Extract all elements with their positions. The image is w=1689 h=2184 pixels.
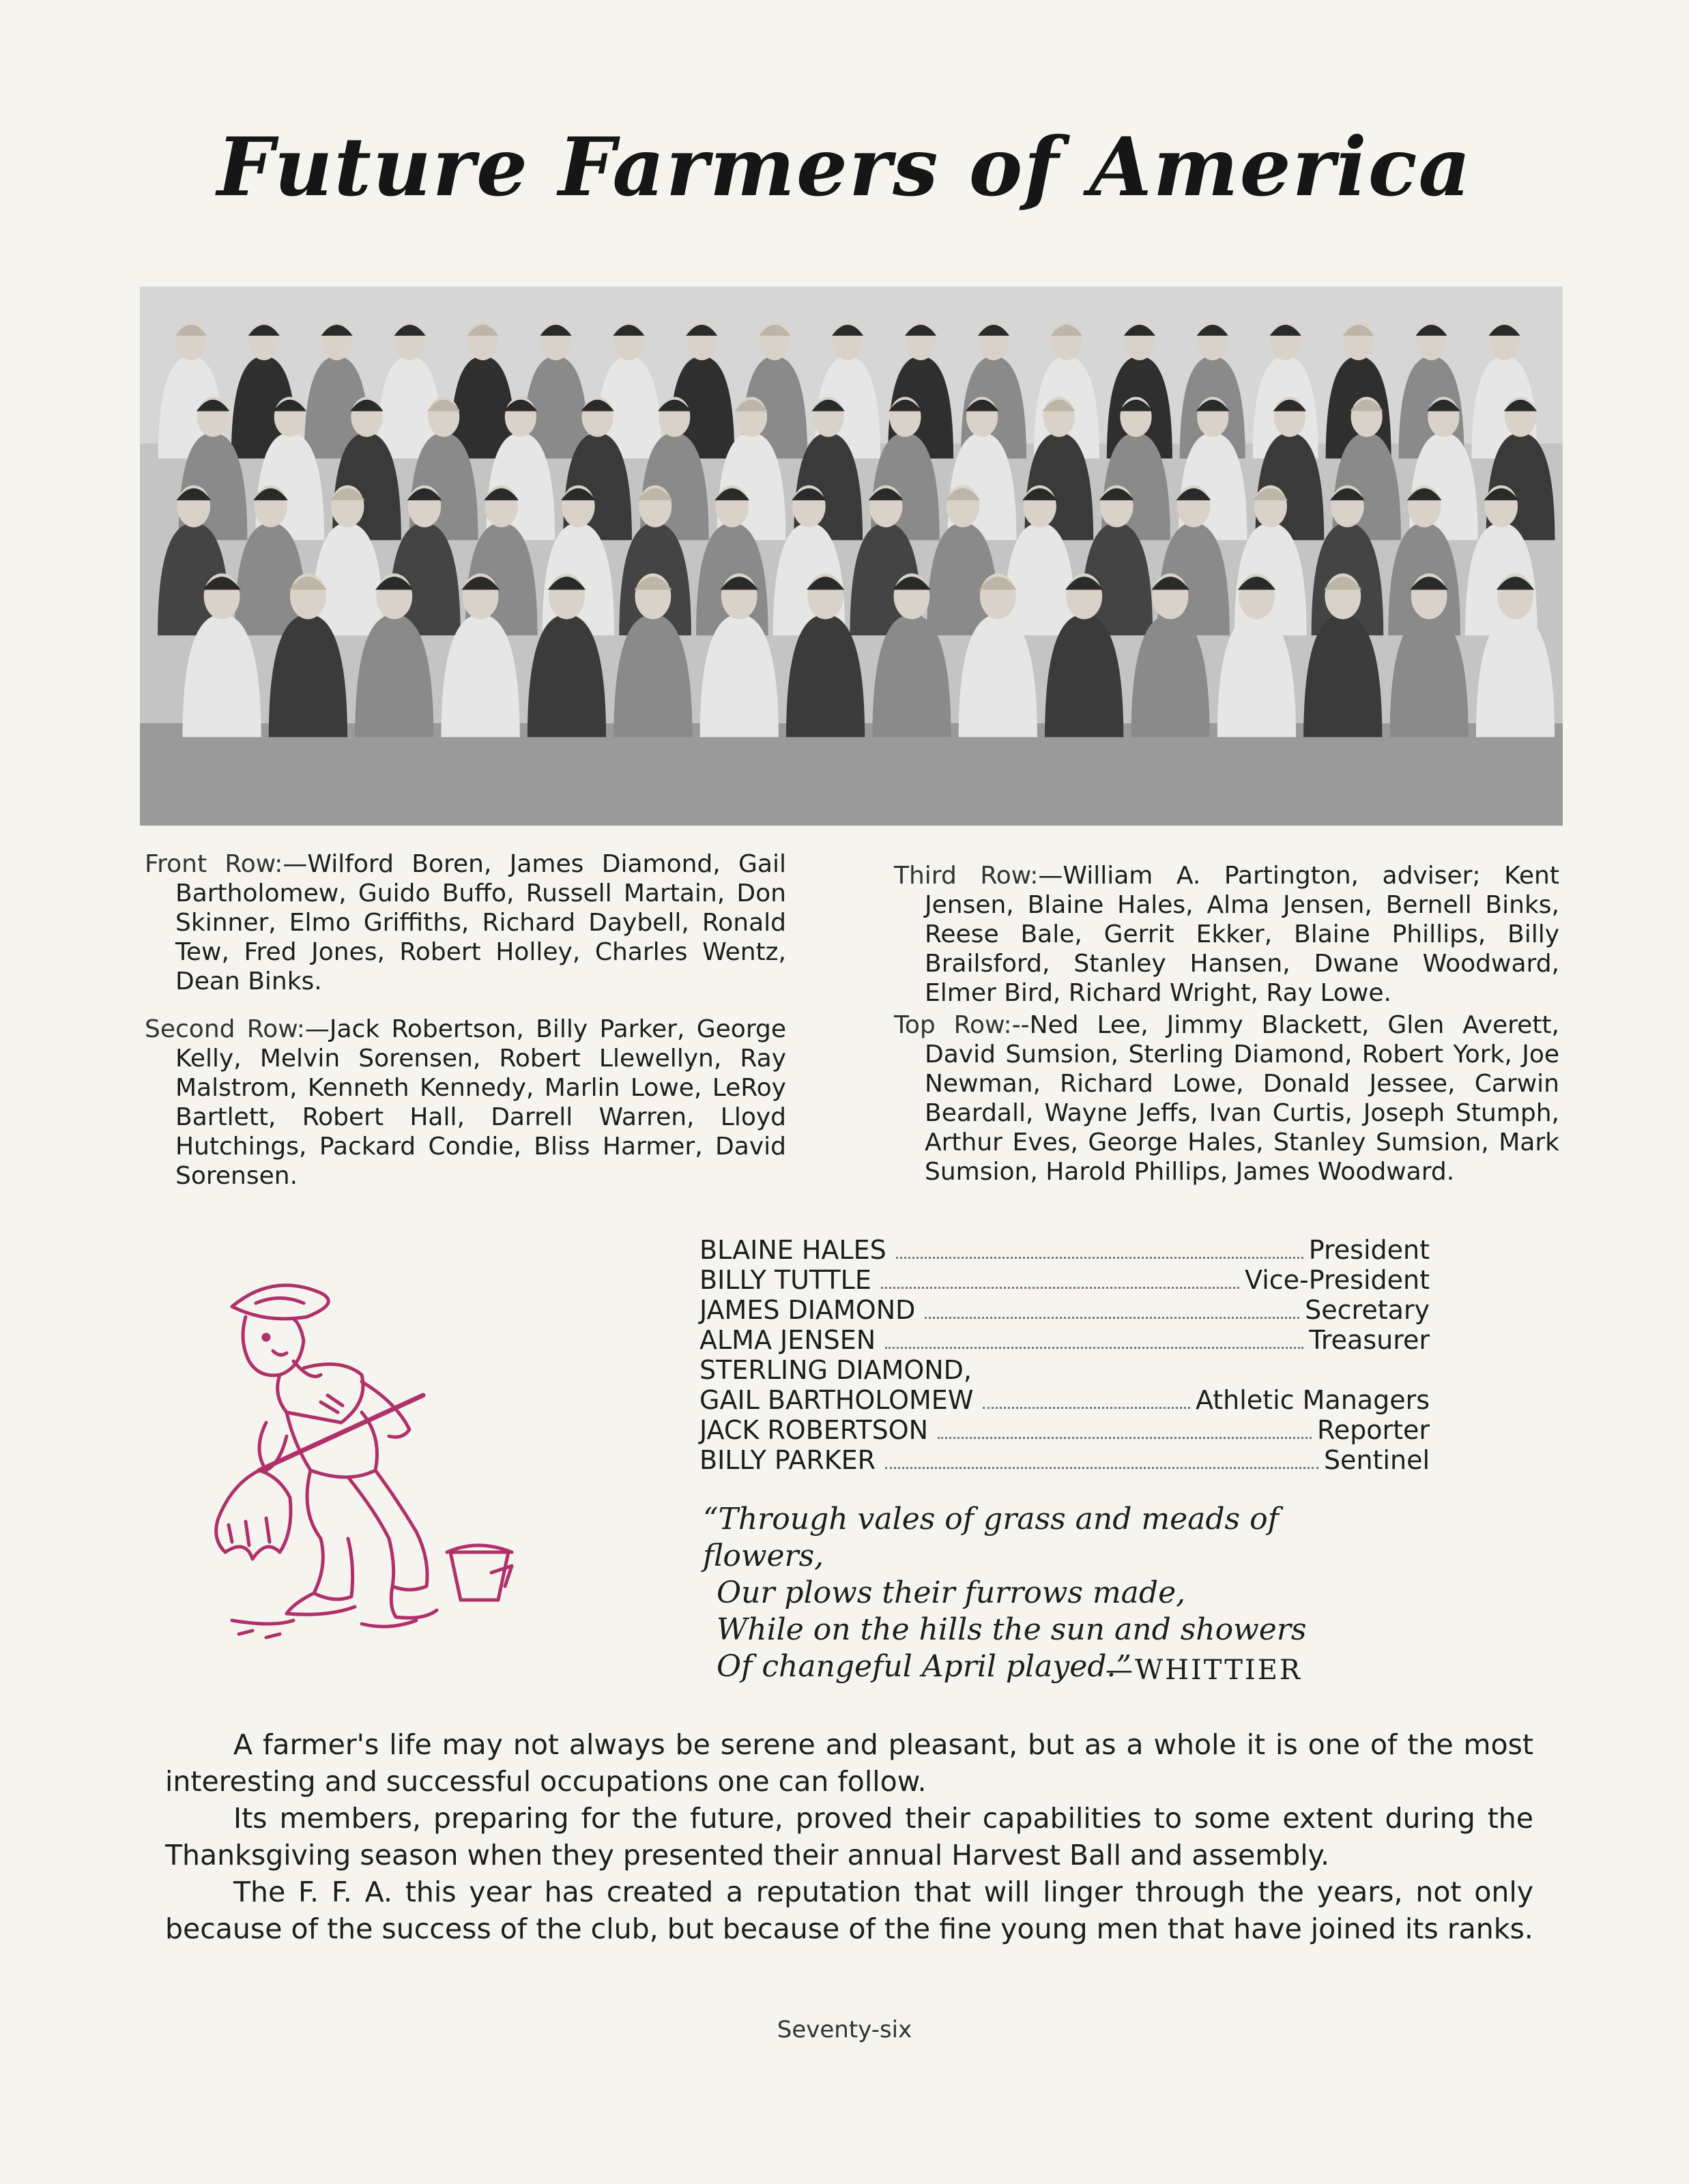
officer-name: JAMES DIAMOND [699, 1295, 916, 1325]
officer-row [699, 1325, 1430, 1355]
leader-dots [896, 1256, 1303, 1259]
officer-row [699, 1295, 1430, 1325]
officer-row [699, 1235, 1430, 1265]
officer-name: STERLING DIAMOND, [699, 1355, 972, 1385]
poem-line: “Through vales of grass and meads of flowers, [703, 1502, 1279, 1573]
body-paragraph: Its members, preparing for the future, proved their capabilities to some extent during the Thanksgiving season when they presented their annual Harvest Ball and assembly. [165, 1802, 1533, 1872]
leader-dots [885, 1466, 1318, 1469]
officer-name: GAIL BARTHOLOMEW [699, 1385, 974, 1415]
caption-top-row: Top Row:--Ned Lee, Jimmy Blackett, Glen Averett, David Sumsion, Sterling Diamond, Robert York, Joe Newman, Richard Lowe, Donald Jessee, Carwin Beardall, Wayne Jeffs, Ivan Curtis, Joseph Stumph, Arthur Eves, George Hales, Stanley Sumsion, Mark Sumsion, Harold Phillips, James Woodward. [894, 1011, 1559, 1186]
leader-dots [925, 1316, 1299, 1319]
leader-dots [981, 1378, 1424, 1379]
officers-list [699, 1235, 1430, 1475]
officer-row [699, 1445, 1430, 1475]
leader-dots [885, 1346, 1303, 1349]
page-title: Future Farmers of America [216, 119, 1472, 214]
officer-name: BILLY TUTTLE [699, 1265, 871, 1295]
left-captions [145, 849, 786, 1209]
leader-dots [983, 1406, 1190, 1409]
caption-front-row: Front Row:—Wilford Boren, James Diamond, Gail Bartholomew, Guido Buffo, Russell Martain, Don Skinner, Elmo Griffiths, Richard Daybell, Ronald Tew, Fred Jones, Robert Holley, Charles Wentz, Dean Binks. [145, 850, 787, 995]
right-captions [894, 861, 1559, 1205]
body-text [165, 1726, 1533, 1947]
officer-row [699, 1265, 1430, 1295]
officer-title: Athletic Managers [1195, 1385, 1430, 1415]
officer-row [699, 1355, 1430, 1385]
poem-line: Of changeful April played.” [717, 1649, 1131, 1684]
poem-line: While on the hills the sun and showers [717, 1612, 1307, 1647]
officer-row [699, 1385, 1430, 1415]
officer-name: BILLY PARKER [699, 1445, 876, 1475]
officer-title: President [1308, 1235, 1430, 1265]
officer-name: ALMA JENSEN [699, 1325, 876, 1355]
officer-name: JACK ROBERTSON [699, 1415, 929, 1445]
officer-title: Vice-President [1245, 1265, 1430, 1295]
farmer-illustration [191, 1266, 573, 1668]
body-paragraph: The F. F. A. this year has created a reputation that will linger through the years, not only because of the success of the club, but because of the fine young men that have joined its ranks. [165, 1876, 1533, 1945]
poem-author: —WHITTIER [1106, 1655, 1303, 1686]
leader-dots [881, 1286, 1239, 1289]
caption-third-row: Third Row:—William A. Partington, adviser; Kent Jensen, Blaine Hales, Alma Jensen, Bernell Binks, Reese Bale, Gerrit Ekker, Blaine Phillips, Billy Brailsford, Stanley Hansen, Dwane Woodward, Elmer Bird, Richard Wright, Ray Lowe. [894, 862, 1559, 1007]
officer-title: Secretary [1305, 1295, 1430, 1325]
officer-name: BLAINE HALES [699, 1235, 886, 1265]
caption-second-row: Second Row:—Jack Robertson, Billy Parker, George Kelly, Melvin Sorensen, Robert Llewellyn, Ray Malstrom, Kenneth Kennedy, Marlin Lowe, LeRoy Bartlett, Robert Hall, Darrell Warren, Lloyd Hutchings, Packard Condie, Bliss Harmer, David Sorensen. [145, 1015, 786, 1190]
group-photo [140, 287, 1563, 826]
farmer-mopping-icon [191, 1266, 573, 1668]
officer-title: Treasurer [1309, 1325, 1430, 1355]
officer-row [699, 1415, 1430, 1445]
leader-dots [938, 1436, 1312, 1439]
officer-title: Reporter [1317, 1415, 1430, 1445]
body-paragraph: A farmer's life may not always be serene and pleasant, but as a whole it is one of the most interesting and successful occupations one can follow. [165, 1728, 1533, 1798]
group-photo-illustration [140, 287, 1563, 826]
page-number: Seventy-six [777, 2016, 912, 2043]
officer-title: Sentinel [1323, 1445, 1430, 1475]
poem-line: Our plows their furrows made, [717, 1575, 1186, 1610]
